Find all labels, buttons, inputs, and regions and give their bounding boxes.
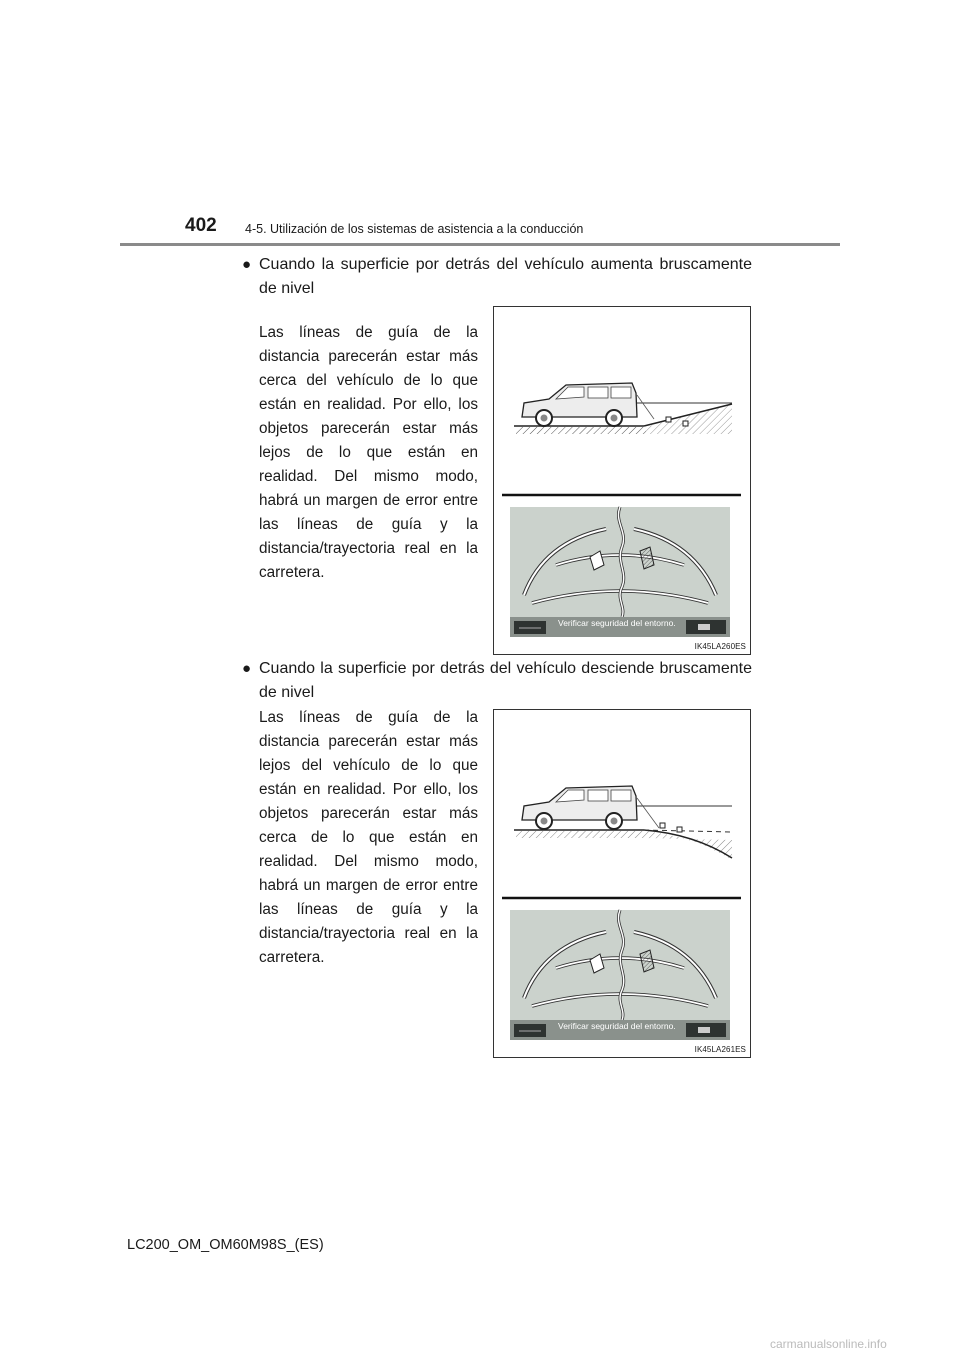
car-side-view	[514, 383, 732, 434]
footer-doc-code: LC200_OM_OM60M98S_(ES)	[127, 1237, 324, 1253]
descending-ground-illustration	[494, 710, 750, 1057]
bullet-icon: ●	[242, 256, 252, 273]
watermark: carmanualsonline.info	[770, 1337, 887, 1351]
figure-rise	[493, 306, 751, 655]
section-title: 4-5. Utilización de los sistemas de asistencia a la conducción	[245, 222, 584, 236]
rising-ground-illustration	[494, 307, 750, 654]
screen-message: Verificar seguridad del entorno.	[558, 618, 676, 628]
page-number: 402	[185, 215, 217, 236]
car-side-view	[514, 786, 732, 860]
figure-code: IK45LA260ES	[694, 642, 746, 651]
bullet-title: Cuando la superficie por detrás del vehículo desciende bruscamente de nivel	[259, 660, 752, 701]
figure-code: IK45LA261ES	[694, 1045, 746, 1054]
screen-message: Verificar seguridad del entorno.	[558, 1021, 676, 1031]
paragraph-rise: Las líneas de guía de la distancia parecerán estar más cerca del vehículo de lo que están en realidad. Por ello, los objetos parecerán estar más lejos de lo que están en realidad. Del mismo modo, habrá un margen de error entre las líneas de guía y la distancia/trayectoria real en la carretera.	[259, 324, 478, 581]
bullet-title: Cuando la superficie por detrás del vehículo aumenta bruscamente de nivel	[259, 256, 752, 297]
figure-drop	[493, 709, 751, 1058]
paragraph-drop: Las líneas de guía de la distancia parecerán estar más lejos del vehículo de lo que están en realidad. Por ello, los objetos parecerán estar más cerca de lo que están en realidad. Del mismo modo, habrá un margen de error entre las líneas de guía y la distancia/trayectoria real en la carretera.	[259, 709, 478, 966]
bullet-item-rise	[242, 253, 752, 301]
bullet-icon: ●	[242, 660, 252, 677]
bullet-item-drop	[242, 657, 752, 705]
header-rule	[120, 243, 840, 246]
